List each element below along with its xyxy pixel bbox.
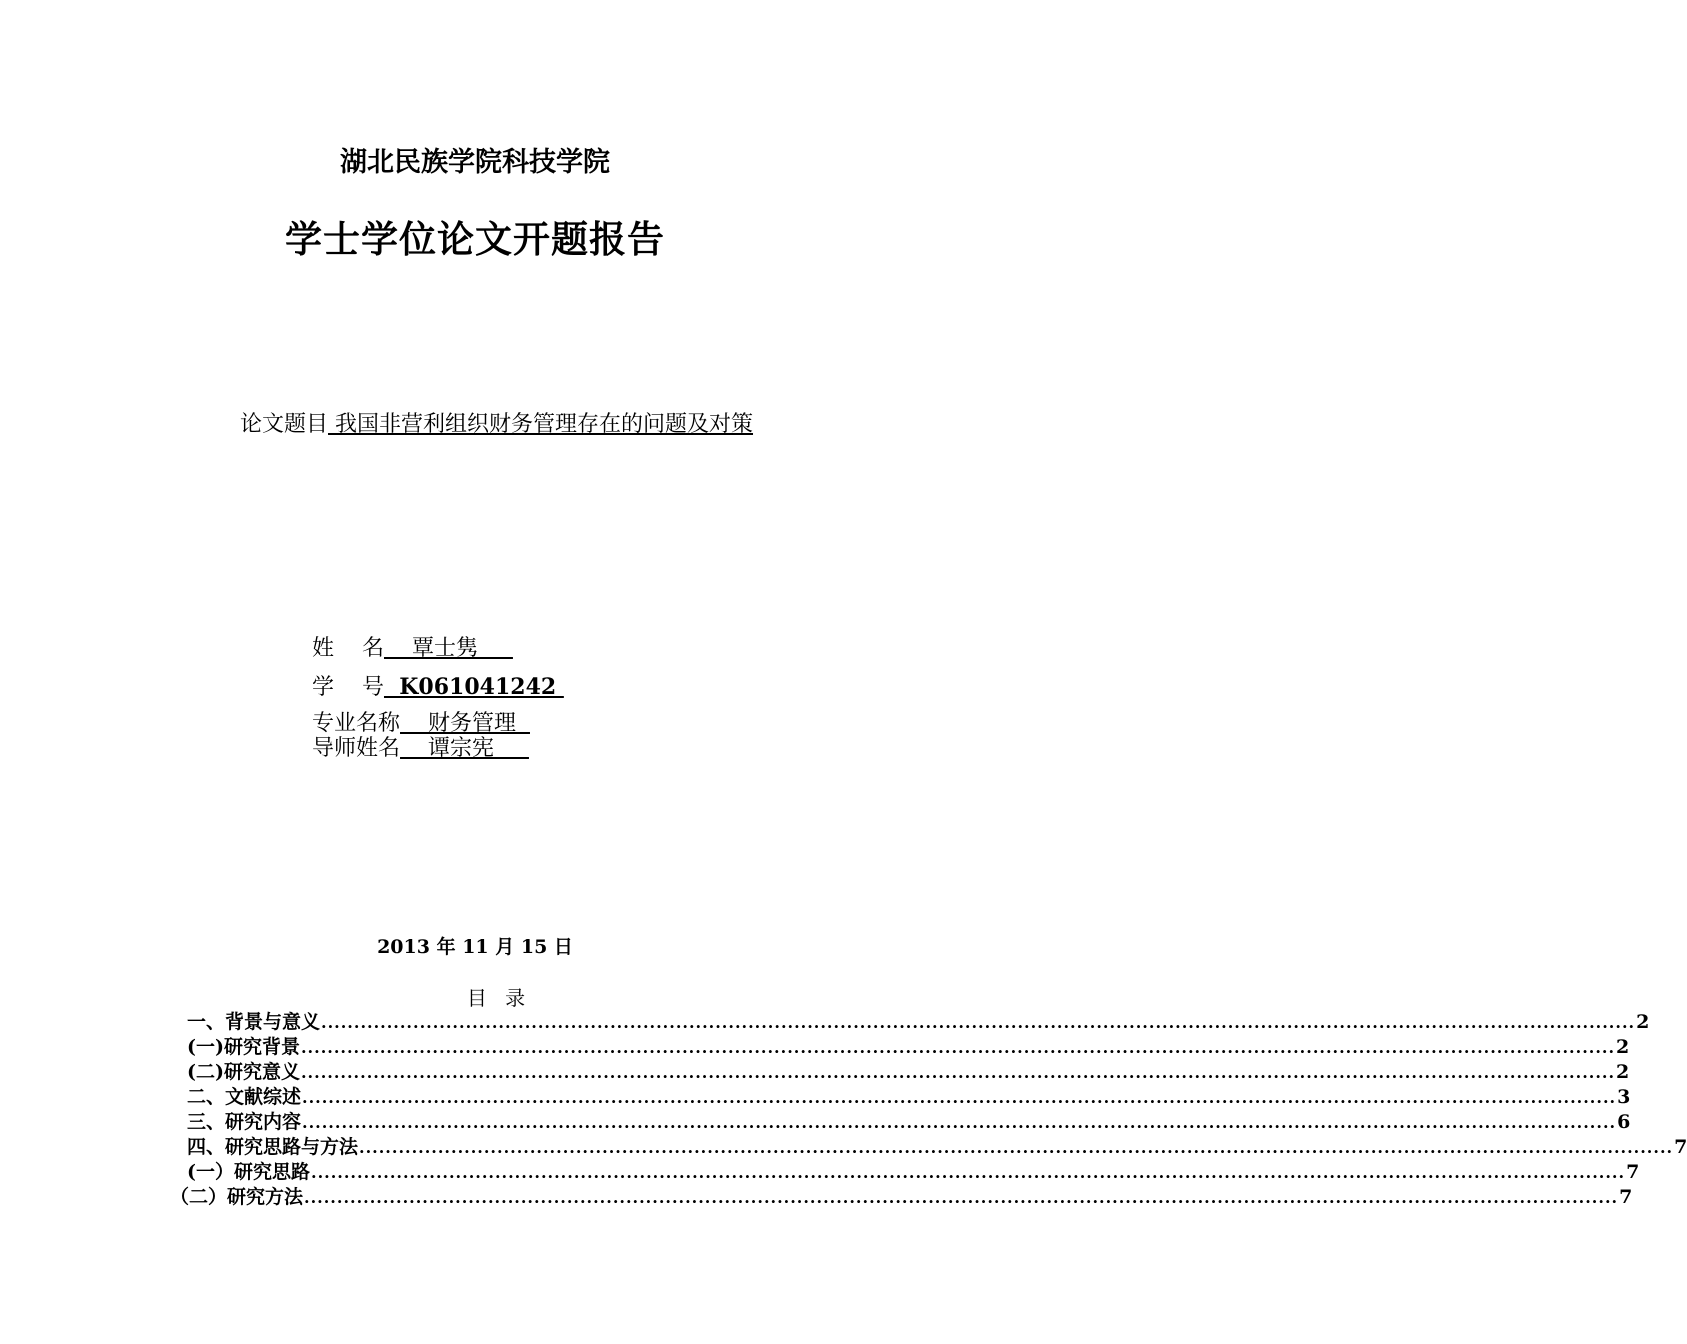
tutor-label: 导师姓名 bbox=[312, 736, 401, 761]
toc-leader-dots: ........................................................................................................................................................................................................ bbox=[300, 1038, 1616, 1057]
toc-leader-dots: ........................................................................................................................................................................................................ bbox=[359, 1138, 1674, 1157]
toc-item-text: (一)研究背景 bbox=[187, 1036, 300, 1058]
toc-item[interactable] bbox=[170, 1185, 1633, 1210]
toc-item-text: (二)研究意义 bbox=[187, 1061, 300, 1083]
student-name-row bbox=[312, 634, 513, 664]
toc-item-text: （二）研究方法 bbox=[170, 1186, 304, 1208]
toc-item-page: 3 bbox=[1617, 1086, 1631, 1108]
toc-item-page: 6 bbox=[1617, 1111, 1631, 1133]
toc-item[interactable] bbox=[187, 1135, 1687, 1160]
student-name-value: 覃士隽 bbox=[383, 636, 513, 661]
tutor-row bbox=[312, 734, 529, 764]
toc-item[interactable] bbox=[187, 1085, 1631, 1110]
student-id-value: K061041242 bbox=[383, 674, 564, 700]
student-id-label: 学 号 bbox=[312, 675, 384, 700]
tutor-value: 谭宗宪 bbox=[400, 736, 529, 761]
toc-leader-dots: ........................................................................................................................................................................................................ bbox=[311, 1163, 1626, 1182]
toc-item[interactable] bbox=[187, 1160, 1640, 1185]
report-date: 2013 年 11 月 15 日 bbox=[377, 936, 573, 958]
toc-item[interactable] bbox=[187, 1010, 1650, 1035]
toc-item-text: (一）研究思路 bbox=[187, 1161, 310, 1183]
university-name: 湖北民族学院科技学院 bbox=[340, 147, 610, 178]
toc-leader-dots: ........................................................................................................................................................................................................ bbox=[321, 1013, 1636, 1032]
toc-item-page: 7 bbox=[1619, 1186, 1633, 1208]
toc-item-page: 2 bbox=[1636, 1011, 1650, 1033]
toc-title: 目 录 bbox=[466, 986, 532, 1010]
thesis-title-value: 我国非营利组织财务管理存在的问题及对策 bbox=[328, 412, 754, 437]
report-title: 学士学位论文开题报告 bbox=[285, 217, 665, 261]
toc-item-page: 7 bbox=[1674, 1136, 1687, 1158]
toc-item-text: 二、文献综述 bbox=[187, 1086, 302, 1108]
toc-item-text: 三、研究内容 bbox=[187, 1111, 302, 1133]
toc-item-text: 四、研究思路与方法 bbox=[187, 1136, 359, 1158]
major-label: 专业名称 bbox=[312, 711, 401, 736]
student-id-row bbox=[312, 672, 564, 703]
toc-leader-dots: ........................................................................................................................................................................................................ bbox=[300, 1063, 1616, 1082]
toc-item-page: 2 bbox=[1616, 1036, 1630, 1058]
thesis-title-line bbox=[240, 408, 753, 442]
toc-item-page: 2 bbox=[1616, 1061, 1630, 1083]
toc-item-text: 一、背景与意义 bbox=[187, 1011, 321, 1033]
toc-leader-dots: ........................................................................................................................................................................................................ bbox=[302, 1113, 1617, 1132]
student-name-label: 姓 名 bbox=[312, 636, 384, 661]
toc-item[interactable] bbox=[187, 1035, 1630, 1060]
toc-item-page: 7 bbox=[1626, 1161, 1640, 1183]
toc-leader-dots: ........................................................................................................................................................................................................ bbox=[304, 1188, 1619, 1207]
toc-item[interactable] bbox=[187, 1060, 1630, 1085]
thesis-title-label: 论文题目 bbox=[240, 412, 329, 437]
major-value: 财务管理 bbox=[400, 711, 530, 736]
toc-leader-dots: ........................................................................................................................................................................................................ bbox=[302, 1088, 1617, 1107]
toc-item[interactable] bbox=[187, 1110, 1631, 1135]
